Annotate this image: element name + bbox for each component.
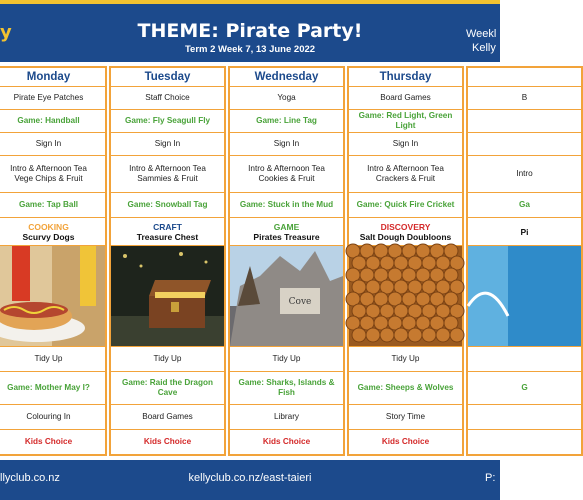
activity-cell — [111, 218, 224, 246]
header-banner — [0, 0, 500, 62]
activity-type: GAME — [273, 222, 300, 232]
tea-title: Intro & Afternoon Tea — [248, 164, 325, 173]
game2-cell: Game: Stuck in the Mud — [239, 200, 334, 209]
kelly-label: Kelly — [472, 42, 496, 54]
game1-cell: Game: Fly Seagull Fly — [124, 116, 211, 125]
weekly-label: Weekl — [466, 28, 497, 40]
footer-phone-label: P: — [485, 472, 496, 484]
treasure-cove-photo — [230, 246, 343, 346]
day-column-wednesday — [228, 66, 345, 456]
tea-menu: Cookies & Fruit — [258, 174, 315, 183]
day-heading — [468, 68, 581, 86]
activity-name: Scurvy Dogs — [22, 232, 75, 242]
kids-cell: Kids Choice — [24, 437, 73, 446]
tea-title: Intro — [516, 169, 533, 178]
game3-cell: Game: Raid the Dragon Cave — [122, 378, 213, 397]
game2-cell: Game: Tap Ball — [19, 200, 78, 209]
morning-cell: B — [521, 93, 528, 102]
tidy-cell — [468, 347, 581, 371]
game1-cell: Game: Handball — [17, 116, 80, 125]
day-column-thursday — [347, 66, 464, 456]
hot-dog-photo — [0, 246, 105, 346]
day-heading: Tuesday — [144, 71, 191, 83]
kids-cell — [468, 430, 581, 454]
tea-title: Intro & Afternoon Tea — [10, 164, 87, 173]
tea-title: Intro & Afternoon Tea — [367, 164, 444, 173]
day-column-friday-partial — [466, 66, 583, 456]
coins-photo — [349, 246, 462, 346]
tidy-cell: Tidy Up — [153, 354, 182, 363]
game2-cell: Game: Snowball Tag — [127, 200, 208, 209]
game2-cell: Ga — [519, 200, 530, 209]
logo-fragment: y — [0, 22, 12, 43]
game3-cell: G — [521, 383, 528, 392]
game2-cell: Game: Quick Fire Cricket — [356, 200, 455, 209]
activity-name: Treasure Chest — [136, 232, 199, 242]
game3-cell: Game: Mother May I? — [7, 383, 90, 392]
evening-cell: Library — [273, 412, 300, 421]
activity-cell — [468, 218, 581, 246]
signin-cell: Sign In — [273, 139, 300, 148]
day-column-monday — [0, 66, 107, 456]
game3-cell: Game: Sharks, Islands & Fish — [238, 378, 335, 397]
morning-cell: Yoga — [277, 93, 296, 102]
signin-cell: Sign In — [154, 139, 181, 148]
game1-cell: Game: Line Tag — [256, 116, 317, 125]
activity-name: Pirates Treasure — [253, 232, 320, 242]
evening-cell — [468, 405, 581, 429]
kids-cell: Kids Choice — [143, 437, 192, 446]
footer-website[interactable]: kellyclub.co.nz/east-taieri — [188, 472, 312, 484]
day-heading: Monday — [26, 71, 71, 83]
tidy-cell: Tidy Up — [34, 354, 63, 363]
evening-cell: Board Games — [142, 412, 193, 421]
signin-cell: Sign In — [392, 139, 419, 148]
evening-cell: Story Time — [385, 412, 426, 421]
activity-cell — [0, 218, 105, 246]
tea-title: Intro & Afternoon Tea — [129, 164, 206, 173]
page-subtitle: Term 2 Week 7, 13 June 2022 — [184, 44, 316, 55]
morning-cell: Board Games — [380, 93, 431, 102]
afternoon-tea-cell — [111, 156, 224, 192]
tea-menu: Vege Chips & Fruit — [14, 174, 83, 183]
weekly-schedule-grid — [0, 66, 533, 458]
page-title: THEME: Pirate Party! — [137, 20, 363, 42]
tea-menu: Sammies & Fruit — [137, 174, 198, 183]
afternoon-tea-cell — [0, 156, 105, 192]
footer-bar — [0, 460, 500, 500]
afternoon-tea-cell — [230, 156, 343, 192]
activity-type: COOKING — [28, 222, 69, 232]
afternoon-tea-cell — [468, 156, 581, 192]
kids-cell: Kids Choice — [262, 437, 311, 446]
tea-menu: Crackers & Fruit — [375, 174, 436, 183]
activity-name: Salt Dough Doubloons — [359, 232, 452, 242]
svg-text:Cove: Cove — [288, 297, 312, 307]
signin-cell — [468, 133, 581, 155]
activity-type: CRAFT — [153, 222, 182, 232]
day-column-tuesday — [109, 66, 226, 456]
treasure-chest-photo — [111, 246, 224, 346]
partial-photo — [468, 246, 581, 346]
signin-cell: Sign In — [35, 139, 62, 148]
day-heading: Wednesday — [254, 71, 319, 83]
game1-cell — [468, 110, 581, 132]
game3-cell: Game: Sheeps & Wolves — [357, 383, 454, 392]
morning-cell: Pirate Eye Patches — [13, 93, 84, 102]
tidy-cell: Tidy Up — [272, 354, 301, 363]
kids-cell: Kids Choice — [381, 437, 430, 446]
activity-type: DISCOVERY — [380, 222, 431, 232]
tidy-cell: Tidy Up — [391, 354, 420, 363]
activity-cell — [230, 218, 343, 246]
footer-website-left[interactable]: llyclub.co.nz — [0, 472, 60, 484]
evening-cell: Colouring In — [26, 412, 71, 421]
activity-name: Pi — [520, 227, 529, 237]
morning-cell: Staff Choice — [145, 93, 190, 102]
activity-cell — [349, 218, 462, 246]
header-accent-strip — [0, 0, 500, 4]
game1-cell: Game: Red Light, Green Light — [358, 111, 453, 130]
afternoon-tea-cell — [349, 156, 462, 192]
day-heading: Thursday — [379, 71, 432, 83]
